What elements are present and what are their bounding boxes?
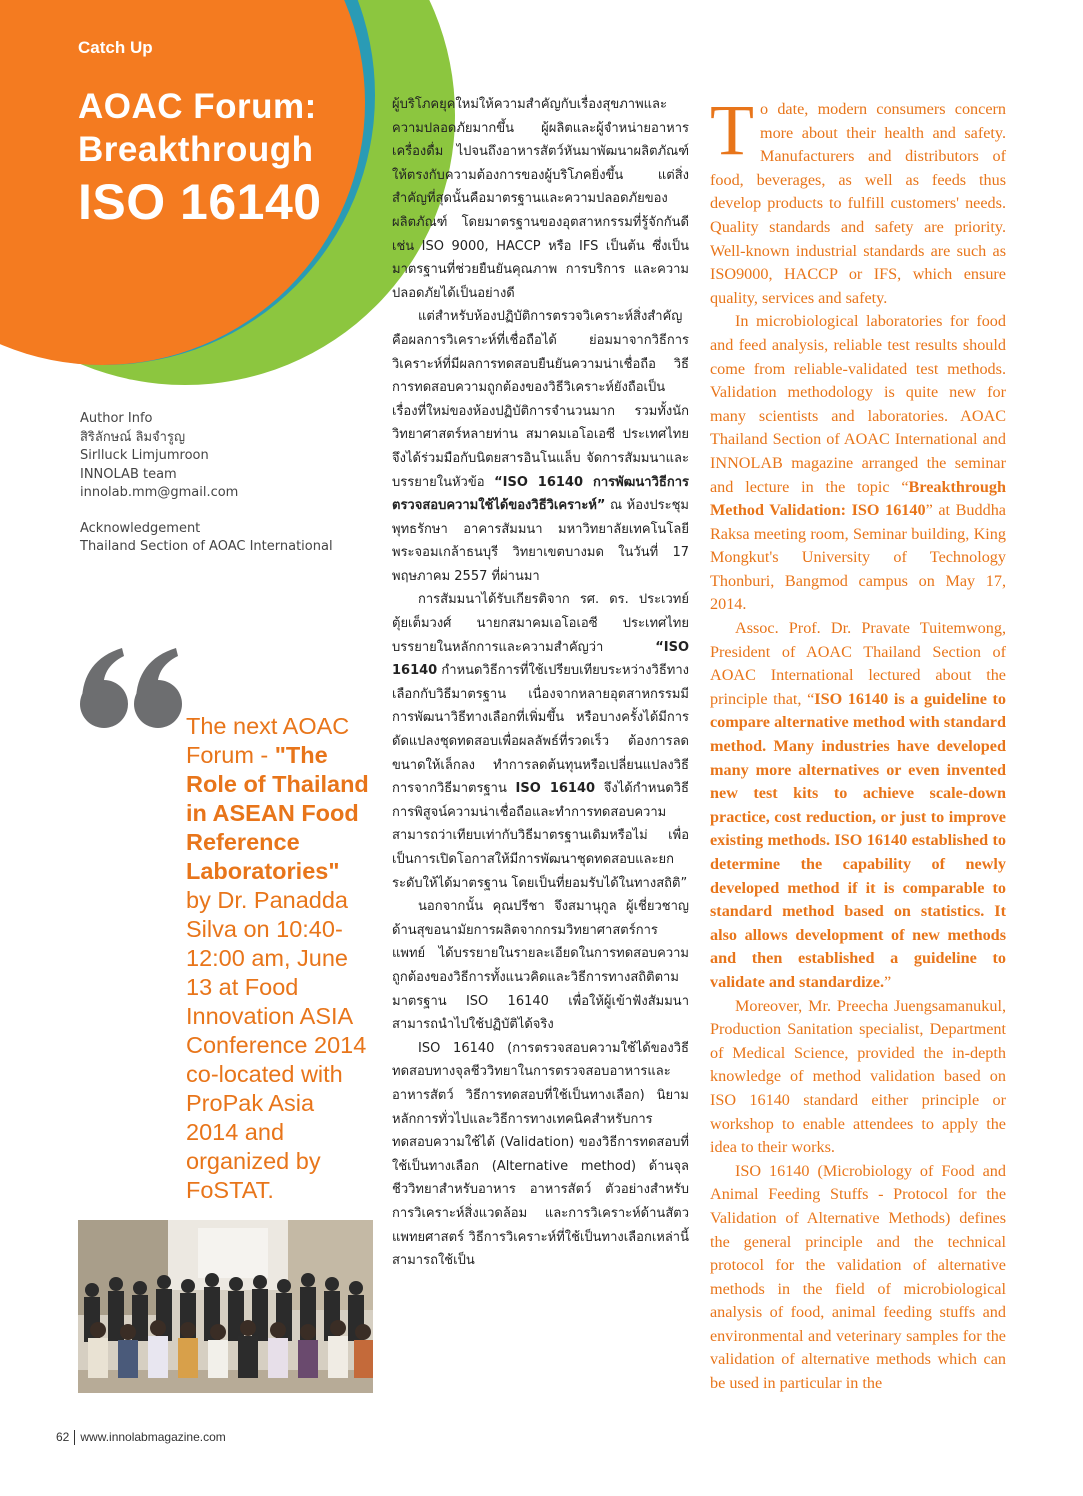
acknowledgement-label: Acknowledgement (80, 520, 201, 536)
pull-quote-text (78, 660, 370, 1205)
thai-paragraph-2 (392, 305, 689, 588)
acknowledgement-text: Thailand Section of AOAC International (80, 539, 333, 554)
author-email: innolab.mm@gmail.com (80, 485, 239, 500)
thai-p3-text-a: การสัมมนาได้รับเกียรติจาก รศ. ดร. ประเวทย์ ตุ้ยเต็มวงศ์ นายกสมาคมเอโอเอซี ประเทศไทย บรรยายในหลักการและความสำคัญว่า (392, 592, 689, 655)
english-paragraph-3 (710, 617, 1006, 995)
thai-article-column (392, 93, 689, 1273)
author-name: Sirlluck Limjumroon (80, 448, 209, 463)
english-paragraph-2 (710, 310, 1006, 617)
footer-divider (74, 1430, 75, 1445)
thai-p2-bold: “ISO 16140 การพัฒนาวิธีการตรวจสอบความใช้ได้ของวิธีวิเคราะห์” (392, 474, 689, 514)
english-p2-text-c: ” at Buddha Raksa meeting room, Seminar building, King Mongkut's University of Technology Thonburi, Bangmod campus on May 17, 2014. (710, 501, 1006, 614)
pull-quote-title: "The Role of Thailand in ASEAN Food Reference Laboratories" (186, 742, 369, 884)
english-p1-text: o date, modern consumers concern more about their health and safety. Manufacturers and distributors of food, beverages, as well as feeds thus develop products to fulfill customers' needs. Quality standards and safety are priority. Well-known industrial standards are such as ISO9000, HACCP or IFS, which ensure quality, services and safety. (710, 100, 1006, 307)
thai-p3-bold-d: ISO 16140 (515, 781, 596, 797)
thai-paragraph-3 (392, 588, 689, 895)
thai-p2-text-c: ณ ห้องประชุมพุทธรักษา อาคารสัมมนา มหาวิทยาลัยเทคโนโลยีพระจอมเกล้าธนบุรี วิทยาเขตบางมด ในวันที่ 17 พฤษภาคม 2557 ที่ผ่านมา (392, 498, 689, 584)
seminar-group-photo (78, 1220, 373, 1393)
thai-p3-text-e: จึงได้กำหนดวิธีการพิสูจน์ความน่าเชื่อถือและทำการทดสอบความสามารถว่าเทียบเท่ากับวิธีมาตรฐานเดิมหรือไม่ เพื่อเป็นการเปิดโอกาสให้มีการพัฒนาชุดทดสอบและยกระดับให้ได้มาตรฐาน โดยเป็นที่ยอมรับได้ในทางสถิติ” (392, 781, 689, 891)
english-paragraph-5: ISO 16140 (Microbiology of Food and Animal Feeding Stuffs - Protocol for the Validation of Alternative Methods) defines the general principle and the technical protocol for the validation of alternative methods in the field of microbiological analysis of food, animal feeding stuffs and environmental and veterinary samples for the validation of alternative methods which can be used in particular in the (710, 1161, 1006, 1393)
author-team: INNOLAB team (80, 466, 177, 482)
pull-quote-rest: by Dr. Panadda Silva on 10:40-12:00 am, June 13 at Food Innovation ASIA Conference 2014 co-located with ProPak Asia 2014 and organized by FoSTAT. (186, 887, 367, 1203)
page-footer (56, 1430, 226, 1445)
english-p2-bold: Breakthrough Method Validation: ISO 16140 (710, 477, 1006, 520)
english-p3-text-c: ” (884, 972, 892, 991)
title-line-2: Breakthrough (78, 130, 314, 169)
thai-paragraph-1: ผู้บริโภคยุคใหม่ให้ความสำคัญกับเรื่องสุขภาพและความปลอดภัยมากขึ้น ผู้ผลิตและผู้จำหน่ายอาหาร เครื่องดื่ม ไปจนถึงอาหารสัตว์หันมาพัฒนาผลิตภัณฑ์ให้ตรงกับความต้องการของผู้บริโภคยิ่งขึ้น แต่สิ่งสำคัญที่สุดนั้นคือมาตรฐานและความปลอดภัยของผลิตภัณฑ์ โดยมาตรฐานของอุตสาหกรรมที่รู้จักกันดีเช่น ISO 9000, HACCP หรือ IFS เป็นต้น ซึ่งเป็นมาตรฐานที่ช่วยยืนยันคุณภาพ การบริการ และความปลอดภัยได้เป็นอย่างดี (392, 97, 689, 301)
thai-paragraph-5: ISO 16140 (การตรวจสอบความใช้ได้ของวิธีทดสอบทางจุลชีววิทยาในการตรวจสอบอาหารและอาหารสัตว์ วิธีการทดสอบที่ใช้เป็นทางเลือก) นิยามหลักการทั่วไปและวิธีการทางเทคนิคสำหรับการทดสอบความใช้ได้ (Validation) ของวิธีการทดสอบที่ใช้เป็นทางเลือก (Alternative method) ด้านจุลชีววิทยาสำหรับอาหาร อาหารสัตว์ ตัวอย่างสำหรับการวิเคราะห์สิ่งแวดล้อม และการวิเคราะห์ด้านสัตวแพทยศาสตร์ วิธีการวิเคราะห์ที่ใช้เป็นทางเลือกเหล่านี้สามารถใช้เป็น (392, 1040, 689, 1269)
author-label: Author Info (80, 411, 153, 426)
thai-p3-text-c: กำหนดวิธีการที่ใช้เปรียบเทียบระหว่างวิธีทางเลือกกับวิธีมาตรฐาน เนื่องจากหลายอุตสาหกรรมมีการพัฒนาวิธีทางเลือกที่เพิ่มขึ้น หรือบางครั้งได้มีการดัดแปลงชุดทดสอบเพื่อผลลัพธ์ที่รวดเร็ว ต้องการลดขนาดให้เล็กลง ทำการลดต้นทุนหรือเปลี่ยนแปลงวิธีการจากวิธีมาตรฐาน (392, 663, 689, 797)
thai-p2-text-a: แต่สำหรับห้องปฏิบัติการตรวจวิเคราะห์สิ่งสำคัญคือผลการวิเคราะห์ที่เชื่อถือได้ ย่อมมาจากวิธีการวิเคราะห์ที่มีผลการทดสอบยืนยันความน่าเชื่อถือ วิธีการทดสอบความถูกต้องของวิธีวิเคราะห์ยังถือเป็นเรื่องที่ใหม่ของห้องปฏิบัติการจำนวนมาก รวมทั้งนักวิทยาศาสตร์หลายท่าน สมาคมเอโอเอซี ประเทศไทยจึงได้ร่วมมือกับนิตยสารอินโนแล็บ จัดการสัมมนาและบรรยายในหัวข้อ (392, 309, 689, 490)
pull-quote (78, 660, 370, 1205)
thai-p3-bold-b: “ISO 16140 (392, 639, 689, 679)
thai-paragraph-4: นอกจากนั้น คุณปรีชา จึงสมานุกูล ผู้เชี่ยวชาญด้านสุขอนามัยการผลิตจากกรมวิทยาศาสตร์การแพทย์ ได้บรรยายในรายละเอียดในการทดสอบความถูกต้องของวิธีการทั้งแนวคิดและวิธีการทางสถิติตามมาตรฐาน ISO 16140 เพื่อให้ผู้เข้าฟังสัมมนาสามารถนำไปใช้ปฏิบัติได้จริง (392, 899, 689, 1033)
english-p3-text-a: Assoc. Prof. Dr. Pravate Tuitemwong, President of AOAC Thailand Section of AOAC International lectured about the principle that, “ (710, 619, 1006, 708)
english-article-column (710, 90, 1007, 1396)
article-title (78, 85, 322, 231)
author-name-thai: สิริลักษณ์ ลิมจำรูญ (80, 429, 186, 445)
english-paragraph-4: Moreover, Mr. Preecha Juengsamanukul, Production Sanitation specialist, Department of Medical Science, provided the in-depth knowledge of method validation based on ISO 16140 standard either principle or workshop to enable attendees to apply the idea to their works. (710, 996, 1006, 1157)
english-p3-bold: ISO 16140 is a guideline to compare alternative method with standard method. Many industries have developed many more alternatives or even invented new test kits to achieve scale-down practice, cost reduction, or just to improve existing methods. ISO 16140 established to determine the capability of newly developed method if it is comparable to standard method based on statistics. It also allows development of new methods and then established a guideline to validate and standardize. (710, 689, 1007, 991)
footer-url: www.innolabmagazine.com (80, 1430, 226, 1444)
title-line-1: AOAC Forum: (78, 87, 317, 126)
title-line-3: ISO 16140 (78, 174, 322, 230)
english-p2-text-a: In microbiological laboratories for food and feed analysis, reliable test results should come from reliable-validated test methods. Validation methodology is quite new for many scientists and laboratories. AOAC Thailand Section of AOAC International and INNOLAB magazine arranged the seminar and lecture in the topic “ (710, 312, 1006, 496)
pull-quote-lead: The next AOAC Forum - (186, 713, 350, 768)
english-paragraph-1 (710, 90, 1006, 310)
author-info (80, 410, 370, 557)
page-number: 62 (56, 1430, 70, 1444)
section-label: Catch Up (78, 38, 153, 57)
drop-cap: T (710, 90, 754, 170)
